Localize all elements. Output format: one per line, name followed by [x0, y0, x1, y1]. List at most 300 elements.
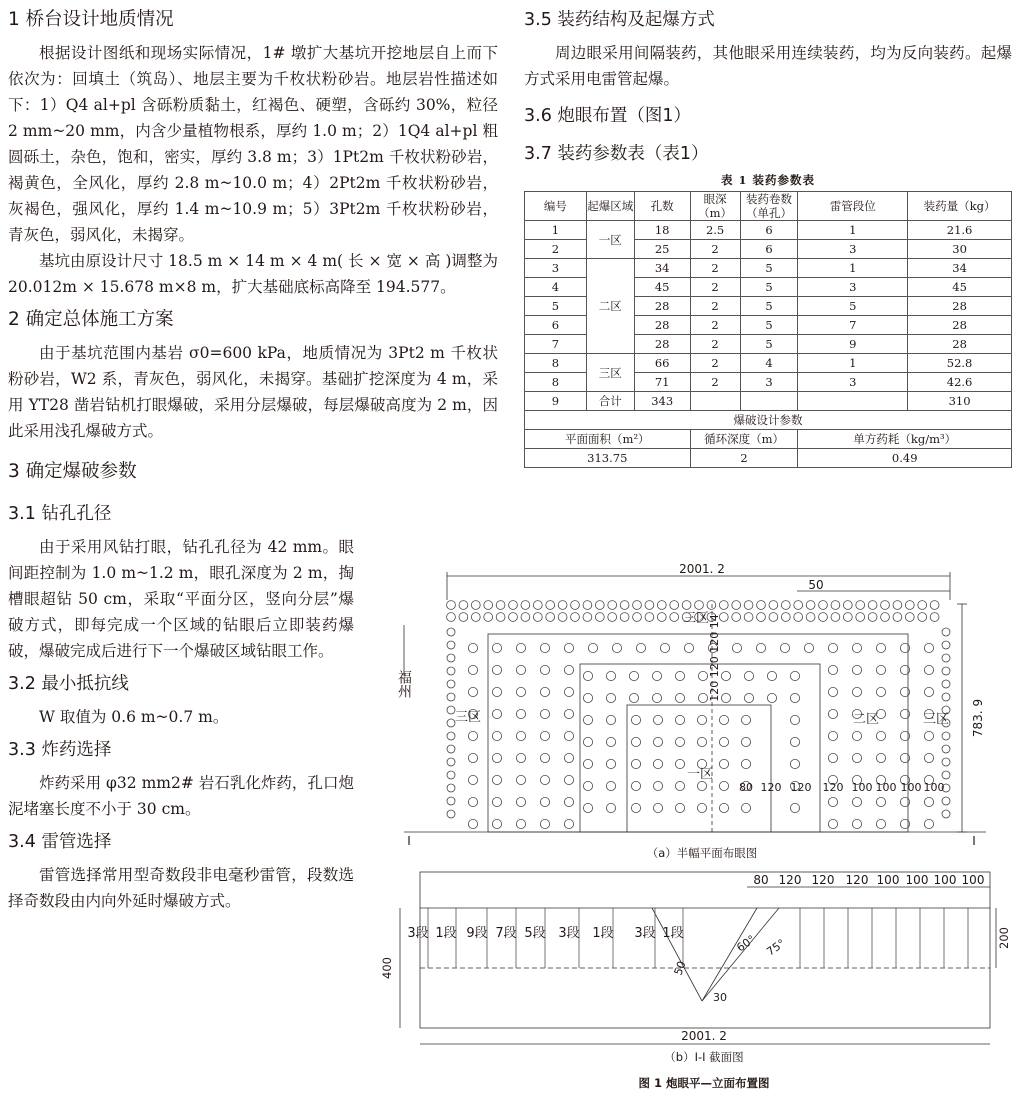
table-cell: 52.8 [908, 354, 1012, 373]
zone-3-hole [876, 665, 885, 674]
zone-3-hole [540, 709, 549, 718]
zone-3-hole [492, 643, 501, 652]
perimeter-hole [447, 601, 456, 610]
perimeter-hole [806, 613, 815, 622]
zone-3-hole [540, 753, 549, 762]
plan-spacing-label: 120 [790, 781, 812, 794]
caption-b: （b）I-I 截面图 [664, 1050, 744, 1064]
zone-3-hole [852, 687, 861, 696]
zone-3-hole [876, 819, 885, 828]
zone-1-hole [631, 737, 640, 746]
perimeter-hole [856, 613, 865, 622]
zone-2-hole [790, 759, 799, 768]
table-cell: 2 [690, 240, 740, 259]
table-header-cell: 装药量（kg） [908, 192, 1012, 221]
perimeter-hole [471, 601, 480, 610]
zone-3-hole [468, 797, 477, 806]
zone-3-hole [516, 687, 525, 696]
perimeter-hole [633, 601, 642, 610]
zone-1-hole [697, 803, 706, 812]
zone-1-hole [741, 759, 750, 768]
zone-3-label-left: 三区 [454, 710, 482, 725]
zone-3-hole [516, 709, 525, 718]
perimeter-hole [533, 601, 542, 610]
zone-1-hole [653, 781, 662, 790]
plan-spacing-label: 100 [851, 781, 873, 794]
table-cell: 5 [798, 297, 908, 316]
table-cell: 42.6 [908, 373, 1012, 392]
zone-2-boundary [580, 664, 820, 832]
zone-2-hole [606, 737, 615, 746]
zone-3-hole [924, 753, 933, 762]
perimeter-hole [744, 601, 753, 610]
zone-3-hole [564, 731, 573, 740]
zone-3-hole [612, 643, 621, 652]
perimeter-hole [930, 613, 939, 622]
perimeter-hole [595, 613, 604, 622]
zone-3-hole [924, 731, 933, 740]
perimeter-hole [942, 680, 950, 688]
inclined-hole [702, 908, 757, 1001]
zone-3-hole [804, 643, 813, 652]
perimeter-hole [930, 601, 939, 610]
zone-3-hole [564, 687, 573, 696]
section-mark-right: I [972, 834, 976, 848]
table-cell: 7 [525, 335, 587, 354]
table-header-cell: 雷管段位 [798, 192, 908, 221]
perimeter-hole [819, 613, 828, 622]
section-3-title: 3 确定爆破参数 [8, 461, 137, 482]
zone-1-hole [653, 715, 662, 724]
table-cell: 310 [908, 392, 1012, 411]
plan-spacing-label: 120 [822, 781, 844, 794]
table-cell: 6 [525, 316, 587, 335]
zone-3-hole [876, 643, 885, 652]
zone-2-hole [675, 693, 684, 702]
zone-2-hole [583, 737, 592, 746]
plan-50-label: 50 [808, 578, 824, 592]
perimeter-hole [942, 654, 950, 662]
zone-2-hole [790, 671, 799, 680]
table-cell: 7 [798, 316, 908, 335]
zone-3-label-right: 三区 [922, 712, 950, 727]
table-cell: 1 [798, 259, 908, 278]
perimeter-hole [942, 732, 950, 740]
perimeter-hole [571, 613, 580, 622]
section-width-label: 2001. 2 [681, 1029, 727, 1043]
zone-3-hole [516, 775, 525, 784]
perimeter-hole [608, 613, 617, 622]
table-cell: 28 [908, 297, 1012, 316]
section-3-5-paragraph: 周边眼采用间隔装药，其他眼采用连续装药，均为反向装药。起爆方式采用电雷管起爆。 [524, 44, 1012, 88]
plan-height-label: 783. 9 [971, 698, 985, 738]
table-cell: 21.6 [908, 221, 1012, 240]
table-cell: 6 [740, 240, 798, 259]
zone-3-hole [564, 819, 573, 828]
zone-2-hole [744, 671, 753, 680]
table-cell: 28 [908, 316, 1012, 335]
depth-200-label: 200 [997, 927, 1011, 949]
perimeter-hole [459, 613, 468, 622]
section-3-3-paragraph: 炸药采用 φ32 mm2# 岩石乳化炸药，孔口炮泥堵塞长度不小于 30 cm。 [8, 774, 354, 818]
zone-3-hole [492, 819, 501, 828]
zone-2-hole [583, 803, 592, 812]
perimeter-hole [496, 613, 505, 622]
plan-width-label: 2001. 2 [679, 562, 725, 576]
perimeter-hole [695, 601, 704, 610]
zone-2-hole [675, 671, 684, 680]
table-cell: 1 [798, 354, 908, 373]
perimeter-hole [447, 771, 455, 779]
perimeter-hole [558, 601, 567, 610]
perimeter-hole [769, 613, 778, 622]
perimeter-hole [558, 613, 567, 622]
zone-1-hole [675, 803, 684, 812]
zone-3-hole [516, 819, 525, 828]
table-cell: 2 [690, 316, 740, 335]
zone-2-hole [790, 737, 799, 746]
perimeter-hole [769, 601, 778, 610]
section-3-6-title: 3.6 炮眼布置（图1） [524, 106, 692, 126]
table-cell: 5 [740, 335, 798, 354]
table-cell: 4 [740, 354, 798, 373]
zone-1-hole [719, 715, 728, 724]
perimeter-hole [942, 810, 950, 818]
zone-2-hole [721, 671, 730, 680]
perimeter-hole [744, 613, 753, 622]
zone-1-hole [719, 759, 728, 768]
zone-3-hole [828, 709, 837, 718]
perimeter-hole [881, 601, 890, 610]
zone-1-hole [631, 803, 640, 812]
zone-1-hole [675, 737, 684, 746]
table-cell: 18 [634, 221, 690, 240]
table-cell: 71 [634, 373, 690, 392]
perimeter-hole [942, 693, 950, 701]
zone-3-hole [540, 687, 549, 696]
zone-3-hole [564, 643, 573, 652]
section-3-3-title: 3.3 炸药选择 [8, 740, 112, 760]
perimeter-hole [918, 601, 927, 610]
dim-50-label: 50 [671, 959, 689, 978]
zone-2-hole [606, 693, 615, 702]
table-cell: 1 [798, 221, 908, 240]
perimeter-hole [546, 601, 555, 610]
zone-3-hole [924, 819, 933, 828]
perimeter-hole [447, 667, 455, 675]
perimeter-hole [484, 601, 493, 610]
detonator-stage-label: 1段 [592, 926, 614, 941]
zone-3-hole [732, 643, 741, 652]
perimeter-hole [757, 613, 766, 622]
perimeter-hole [942, 667, 950, 675]
perimeter-hole [831, 601, 840, 610]
zone-3-hole [540, 665, 549, 674]
zone-1-hole [653, 803, 662, 812]
table-caption: 表 1 装药参数表 [720, 173, 815, 187]
section-mark-left: I [407, 834, 411, 848]
table-cell: 34 [908, 259, 1012, 278]
perimeter-hole [583, 601, 592, 610]
table-cell: 343 [634, 392, 690, 411]
zone-1-hole [631, 781, 640, 790]
perimeter-hole [881, 613, 890, 622]
perimeter-hole [447, 810, 455, 818]
zone-3-hole [540, 643, 549, 652]
section-2-title: 2 确定总体施工方案 [8, 309, 174, 330]
perimeter-hole [447, 745, 455, 753]
perimeter-hole [608, 601, 617, 610]
table-cell: 1 [525, 221, 587, 240]
zone-3-label-top: 三区 [682, 611, 710, 626]
params-header-cell: 平面面积（m²） [525, 430, 691, 449]
perimeter-hole [484, 613, 493, 622]
perimeter-hole [447, 628, 455, 636]
section-3-1-paragraph: 由于采用风钻打眼，钻孔孔径为 42 mm。眼间距控制为 1.0 m~1.2 m，眼孔深度为 2 m，掏槽眼超钻 50 cm，采取“平面分区，竖向分层”爆破方式，即每完成一个区域的钻眼后立即装药爆破，爆破完成后进行下一个爆破区域钻眼工作。 [8, 538, 354, 660]
table-cell: 三区 [586, 354, 634, 392]
table-cell: 5 [525, 297, 587, 316]
zone-3-hole [492, 797, 501, 806]
zone-3-hole [564, 665, 573, 674]
zone-3-hole [828, 753, 837, 762]
zone-3-hole [828, 687, 837, 696]
table-cell: 28 [634, 335, 690, 354]
section-3-5-title: 3.5 装药结构及起爆方式 [524, 10, 715, 30]
perimeter-hole [447, 797, 455, 805]
table-cell: 6 [740, 221, 798, 240]
zone-1-hole [675, 781, 684, 790]
zone-3-hole [540, 797, 549, 806]
zone-3-hole [516, 753, 525, 762]
zone-2-hole [583, 693, 592, 702]
table-cell: 8 [525, 354, 587, 373]
table-cell: 66 [634, 354, 690, 373]
zone-3-hole [516, 797, 525, 806]
perimeter-hole [942, 771, 950, 779]
section-outline [420, 872, 990, 1028]
perimeter-hole [893, 601, 902, 610]
zone-3-hole [468, 687, 477, 696]
section-1-paragraph-2: 基坑由原设计尺寸 18.5 m × 14 m × 4 m( 长 × 宽 × 高 )调整为 20.012m × 15.678 m×8 m，扩大基础底标高降至 194.577。 [8, 252, 498, 296]
zone-2-hole [606, 781, 615, 790]
perimeter-hole [794, 601, 803, 610]
detonator-stage-label: 3段 [634, 926, 656, 941]
section-3-1-title: 3.1 钻孔孔径 [8, 504, 112, 524]
section-3-2-paragraph: W 取值为 0.6 m~0.7 m。 [39, 708, 229, 726]
zone-1-hole [653, 737, 662, 746]
section-3-4-title: 3.4 雷管选择 [8, 832, 112, 852]
perimeter-hole [447, 613, 456, 622]
zone-3-hole [564, 753, 573, 762]
perimeter-hole [942, 628, 950, 636]
perimeter-hole [571, 601, 580, 610]
zone-3-hole [852, 797, 861, 806]
section-spacing-label: 100 [933, 873, 957, 887]
depth-400-label: 400 [380, 957, 394, 979]
params-value-cell: 0.49 [798, 449, 1012, 468]
table-cell: 2 [690, 278, 740, 297]
table-cell: 8 [525, 373, 587, 392]
perimeter-hole [447, 719, 455, 727]
zone-3-hole [492, 687, 501, 696]
perimeter-hole [843, 601, 852, 610]
perimeter-hole [447, 758, 455, 766]
params-header-cell: 循环深度（m） [690, 430, 798, 449]
zone-2-hole [790, 803, 799, 812]
zone-3-hole [516, 643, 525, 652]
zone-1-hole [653, 759, 662, 768]
zone-2-hole [606, 671, 615, 680]
table-header-cell: 眼深（m） [690, 192, 740, 221]
zone-2-hole [606, 803, 615, 812]
table-cell: 2 [690, 297, 740, 316]
perimeter-hole [806, 601, 815, 610]
perimeter-hole [781, 613, 790, 622]
section-spacing-label: 100 [961, 873, 985, 887]
inclined-hole [702, 908, 779, 1001]
section-1-paragraph-1: 根据设计图纸和现场实际情况，1# 墩扩大基坑开挖地层自上而下依次为：回填土（筑岛）、地层主要为千枚状粉砂岩。地层岩性描述如下：1）Q4 al+pl 含砾粉质黏土，红褐色、硬塑，含砾约 30%，粒径 2 mm~20 mm，内含少量植物根系，厚约 1.0 m；2）1Q4 al+pl 粗圆砾土，杂色，饱和，密实，厚约 3.8 m；3）1Pt2m 千枚状粉砂岩，褐黄色，全风化，厚约 2.8 m~10.0 m；4）2Pt2m 千枚状粉砂岩，灰褐色，强风化，厚约 1.4 m~10.9 m；5）3Pt2m 千枚状粉砂岩，青灰色，弱风化，未揭穿。 [8, 44, 498, 244]
zone-3-hole [828, 819, 837, 828]
plan-spacing-label: 100 [875, 781, 897, 794]
table-cell: 5 [740, 259, 798, 278]
perimeter-hole [447, 784, 455, 792]
detonator-stage-label: 9段 [466, 926, 488, 941]
zone-3-hole [924, 687, 933, 696]
table-cell: 二区 [586, 259, 634, 354]
table-cell: 45 [634, 278, 690, 297]
table-cell: 一区 [586, 221, 634, 259]
zone-3-hole [828, 643, 837, 652]
section-2-paragraph: 由于基坑范围内基岩 σ0=600 kPa，地质情况为 3Pt2 m 千枚状粉砂岩，W2 系，青灰色，弱风化，未揭穿。基础扩挖深度为 4 m，采用 YT28 凿岩钻机打眼爆破，采用分层爆破，每层爆破高度为 2 m，因此采用浅孔爆破方式。 [8, 344, 498, 440]
perimeter-hole [707, 601, 716, 610]
zone-3-hole [588, 643, 597, 652]
table-cell: 28 [634, 297, 690, 316]
detonator-stage-label: 3段 [558, 926, 580, 941]
detonator-stage-label: 1段 [662, 926, 684, 941]
zone-3-hole [684, 643, 693, 652]
zone-2-hole [583, 715, 592, 724]
table-cell: 30 [908, 240, 1012, 259]
table-cell: 28 [634, 316, 690, 335]
zone-3-hole [564, 797, 573, 806]
perimeter-hole [447, 641, 455, 649]
inclined-hole [652, 908, 702, 1001]
perimeter-hole [533, 613, 542, 622]
zone-3-hole [540, 731, 549, 740]
zone-1-hole [631, 759, 640, 768]
table-cell: 2 [690, 335, 740, 354]
zone-1-hole [697, 737, 706, 746]
section-3-7-title: 3.7 装药参数表（表1） [524, 144, 709, 164]
perimeter-hole [942, 797, 950, 805]
perimeter-hole [620, 613, 629, 622]
zone-3-hole [852, 819, 861, 828]
zone-1-label: 一区 [686, 767, 714, 782]
zone-3-hole [492, 753, 501, 762]
perimeter-hole [670, 613, 679, 622]
zone-1-hole [741, 803, 750, 812]
detonator-stage-label: 7段 [495, 926, 517, 941]
zone-2-label: 二区 [852, 712, 880, 727]
zone-2-hole [583, 671, 592, 680]
zone-3-hole [924, 665, 933, 674]
perimeter-hole [447, 693, 455, 701]
zone-3-hole [852, 731, 861, 740]
table-cell: 45 [908, 278, 1012, 297]
zone-1-hole [719, 803, 728, 812]
perimeter-hole [843, 613, 852, 622]
perimeter-hole [633, 613, 642, 622]
zone-3-hole [564, 709, 573, 718]
zone-3-hole [468, 731, 477, 740]
table-cell: 3 [798, 240, 908, 259]
zone-2-hole [744, 693, 753, 702]
perimeter-hole [447, 732, 455, 740]
perimeter-hole [781, 601, 790, 610]
zone-3-hole [468, 753, 477, 762]
perimeter-hole [471, 613, 480, 622]
zone-3-hole [852, 665, 861, 674]
table-cell: 34 [634, 259, 690, 278]
zone-2-hole [606, 715, 615, 724]
params-value-cell: 313.75 [525, 449, 691, 468]
zone-3-hole [876, 753, 885, 762]
section-3-2-title: 3.2 最小抵抗线 [8, 674, 129, 694]
zone-1-hole [675, 715, 684, 724]
section-spacing-label: 120 [811, 873, 835, 887]
perimeter-hole [918, 613, 927, 622]
zone-3-hole [852, 643, 861, 652]
perimeter-hole [645, 613, 654, 622]
perimeter-hole [732, 601, 741, 610]
plan-spacing-label: 80 [739, 781, 753, 794]
table-cell: 合计 [586, 392, 634, 411]
section-spacing-label: 120 [778, 873, 802, 887]
perimeter-hole [447, 654, 455, 662]
zone-2-hole [629, 693, 638, 702]
table-cell: 5 [740, 278, 798, 297]
table-cell: 2 [690, 259, 740, 278]
perimeter-hole [670, 601, 679, 610]
figure-caption: 图 1 炮眼平—立面布置图 [638, 1076, 770, 1090]
zone-3-hole [492, 775, 501, 784]
zone-2-hole [767, 671, 776, 680]
table-cell: 25 [634, 240, 690, 259]
zone-3-hole [468, 643, 477, 652]
zone-1-hole [741, 737, 750, 746]
perimeter-hole [905, 601, 914, 610]
perimeter-hole [868, 613, 877, 622]
perimeter-hole [509, 613, 518, 622]
perimeter-hole [819, 601, 828, 610]
zone-3-hole [828, 665, 837, 674]
detonator-stage-label: 1段 [435, 926, 457, 941]
perimeter-hole [794, 613, 803, 622]
zone-1-hole [719, 737, 728, 746]
zone-2-hole [698, 693, 707, 702]
zone-1-hole [719, 781, 728, 790]
zone-3-hole [924, 643, 933, 652]
zone-1-hole [697, 781, 706, 790]
perimeter-hole [868, 601, 877, 610]
zone-3-hole [780, 643, 789, 652]
zone-3-hole [828, 797, 837, 806]
table-cell: 3 [798, 278, 908, 297]
section-spacing-label: 80 [753, 873, 769, 887]
table-cell: 28 [908, 335, 1012, 354]
zone-3-hole [468, 819, 477, 828]
section-spacing-label: 120 [845, 873, 869, 887]
